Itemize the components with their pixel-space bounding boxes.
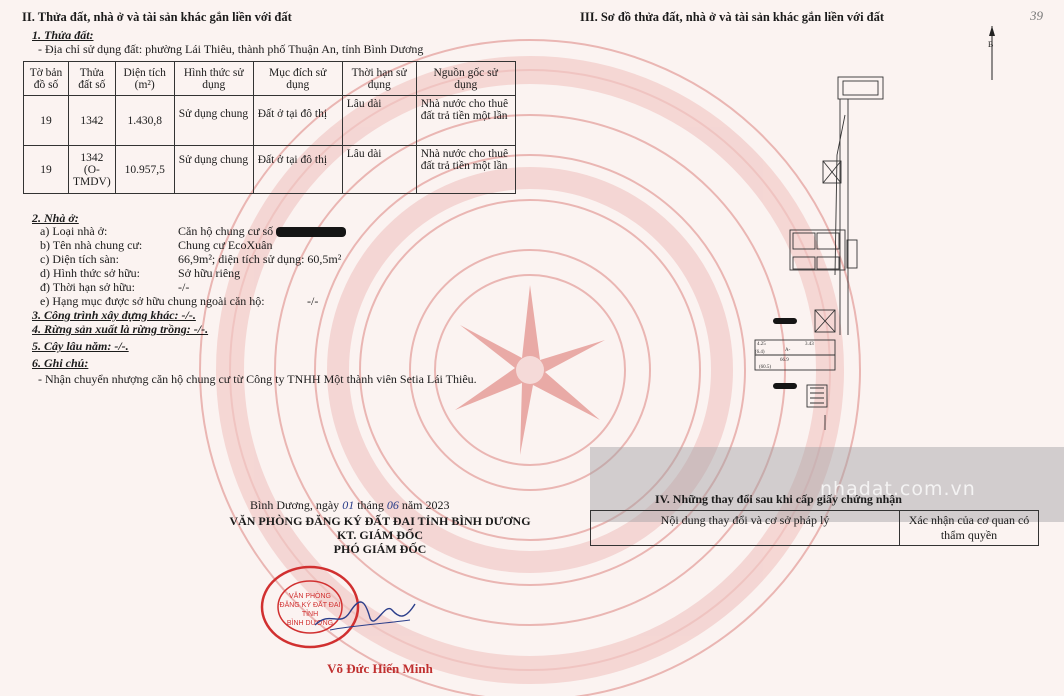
table-row: 19 1342 1.430,8 Sử dụng chung Đất ở tại đô thị Lâu dài Nhà nước cho thuê đất trả tiền một lần	[24, 96, 516, 146]
watermark-text: nhadat.com.vn	[820, 478, 976, 500]
house-type-row: a) Loại nhà ở: Căn hộ chung cư số	[40, 224, 107, 239]
section-3-title: III. Sơ đồ thửa đất, nhà ở và tài sản khác gắn liền với đất	[580, 10, 885, 24]
perennial-trees: 5. Cây lâu năm: -/-.	[32, 339, 129, 353]
section-4-title: IV. Những thay đổi sau khi cấp giấy chứng nhận	[655, 492, 902, 506]
col-header-map-sheet: Tờ bản đồ số	[24, 62, 69, 96]
diagram-label: (60.5)	[759, 365, 772, 370]
land-parcel-heading: 1. Thửa đất:	[32, 28, 94, 42]
redacted-apartment-number	[276, 227, 346, 237]
diagram-label: 4.25	[757, 342, 766, 347]
col-header-area: Diện tích (m²)	[115, 62, 174, 96]
svg-text:BÌNH DƯƠNG: BÌNH DƯƠNG	[286, 620, 334, 627]
signer-name: Võ Đức Hiến Minh	[327, 661, 433, 676]
north-arrow-icon	[983, 24, 1001, 82]
issue-date: Bình Dương, ngày 01 tháng 06 năm 2023	[250, 498, 450, 512]
col-header-parcel: Thửa đất số	[69, 62, 116, 96]
kt-director: KT. GIÁM ĐỐC	[336, 528, 424, 542]
svg-text:TỈNH: TỈNH	[301, 611, 319, 618]
changes-table	[590, 510, 1039, 546]
col-header-change-content: Nội dung thay đổi và cơ sở pháp lý	[591, 511, 900, 546]
note-text: - Nhận chuyển nhượng căn hộ chung cư từ Công ty TNHH Một thành viên Setia Lái Thiêu.	[38, 372, 477, 386]
north-label: B	[988, 40, 994, 49]
office-name: VĂN PHÒNG ĐĂNG KÝ ĐẤT ĐAI TỈNH BÌNH DƯƠNG	[229, 514, 531, 528]
common-items-row: e) Hạng mục được sở hữu chung ngoài căn hộ: -/-	[40, 294, 319, 308]
planted-forest: 4. Rừng sản xuất là rừng trồng: -/-.	[32, 322, 209, 336]
col-header-term: Thời hạn sử dụng	[342, 62, 416, 96]
svg-text:VĂN PHÒNG: VĂN PHÒNG	[288, 593, 332, 600]
col-header-authority-confirmation: Xác nhận của cơ quan có thẩm quyền	[900, 511, 1039, 546]
page-number: 39	[1030, 8, 1043, 23]
ownership-form-row: d) Hình thức sở hữu: Sở hữu riêng	[40, 266, 241, 280]
handwritten-signature	[310, 590, 420, 635]
notes-heading: 6. Ghi chú:	[32, 356, 89, 370]
deputy-director: PHÓ GIÁM ĐỐC	[333, 542, 427, 556]
col-header-origin: Nguồn gốc sử dụng	[416, 62, 515, 96]
building-name-row: b) Tên nhà chung cư: Chung cư EcoXuân	[40, 238, 273, 252]
col-header-purpose: Mục đích sử dụng	[253, 62, 342, 96]
land-address: - Địa chỉ sử dụng đất: phường Lái Thiêu, thành phố Thuận An, tỉnh Bình Dương	[38, 42, 424, 56]
site-plan-diagram	[745, 75, 890, 435]
diagram-label: A-	[785, 348, 791, 353]
other-constructions: 3. Công trình xây dựng khác: -/-.	[32, 308, 196, 322]
col-header-usage-form: Hình thức sử dụng	[174, 62, 253, 96]
floor-area-row: c) Diện tích sàn: 66,9m²; diện tích sử dụng: 60,5m²	[40, 252, 342, 266]
house-heading: 2. Nhà ở:	[32, 211, 79, 225]
table-row: 19 1342 (O-TMDV) 10.957,5 Sử dụng chung Đất ở tại đô thị Lâu dài Nhà nước cho thuê đất trả tiền một lần	[24, 146, 516, 194]
section-2-title: II. Thửa đất, nhà ở và tài sản khác gắn liền với đất	[22, 10, 292, 24]
diagram-label: (6.4)	[755, 350, 765, 355]
svg-text:ĐĂNG KÝ ĐẤT ĐAI: ĐĂNG KÝ ĐẤT ĐAI	[279, 602, 341, 609]
diagram-label: 66.9	[780, 358, 789, 363]
diagram-label: 3.43	[805, 342, 814, 347]
ownership-term-row: đ) Thời hạn sở hữu: -/-	[40, 280, 190, 294]
land-parcel-table	[23, 61, 516, 194]
